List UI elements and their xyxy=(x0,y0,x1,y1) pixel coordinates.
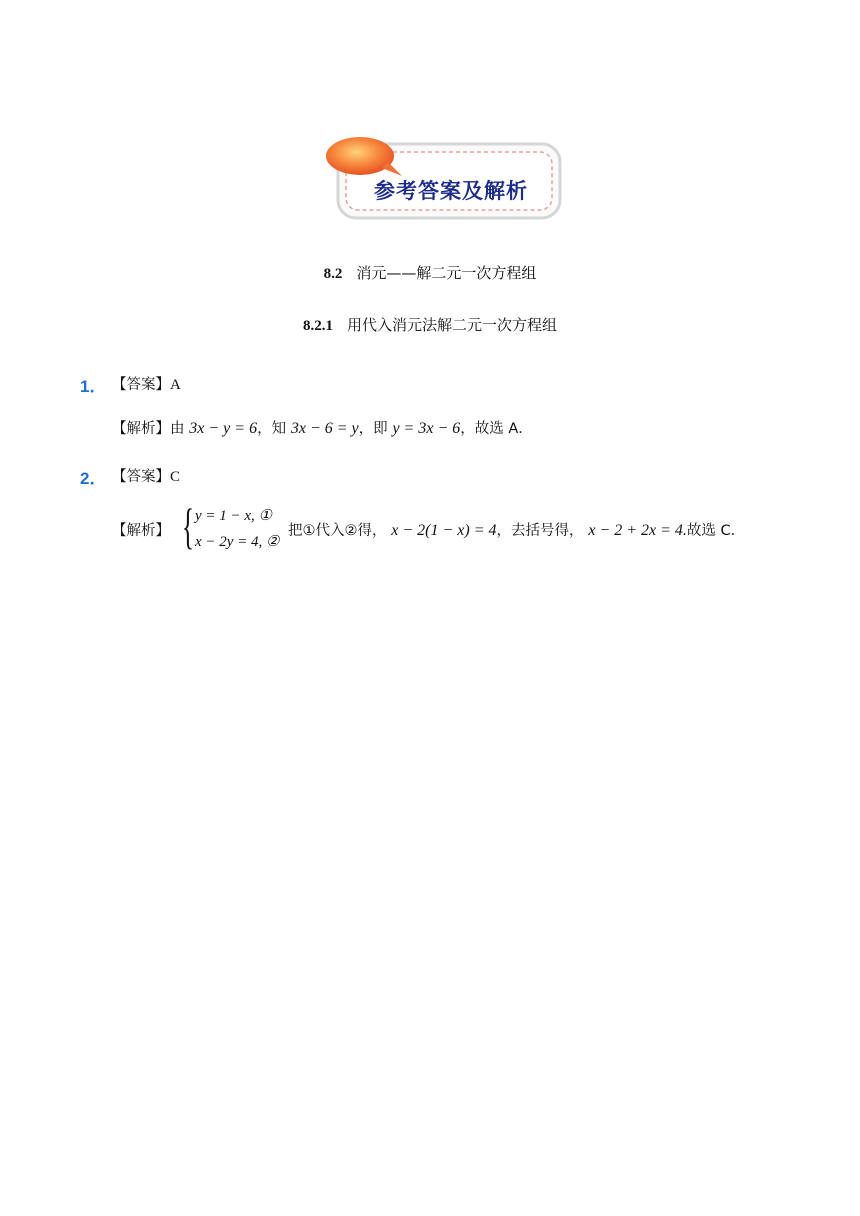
banner-title: 参考答案及解析 xyxy=(374,179,528,203)
analysis-text: 故选 C． xyxy=(686,523,746,539)
answer-value: A xyxy=(170,377,181,393)
answer-label: 【答案】 xyxy=(112,469,170,485)
math-expression: y = 3x − 6 xyxy=(392,420,461,437)
analysis-text: ，故选 A． xyxy=(460,421,533,437)
answer-label: 【答案】 xyxy=(112,377,170,393)
math-expression: x − 2 + 2x = 4. xyxy=(588,522,687,539)
analysis-label-line xyxy=(112,519,170,540)
subsection-title: 用代入消元法解二元一次方程组 xyxy=(346,316,557,334)
analysis-text: ，去括号得， xyxy=(496,523,584,539)
question-number: 2． xyxy=(80,469,107,488)
analysis-line xyxy=(288,519,745,540)
math-expression: 3x − y = 6 xyxy=(189,420,258,437)
equation-2: x − 2y = 4, ② xyxy=(195,534,280,550)
analysis-label: 【解析】 xyxy=(112,421,170,437)
analysis-text: ，即 xyxy=(358,421,388,437)
subsection-heading xyxy=(0,314,860,335)
answer-banner xyxy=(318,132,568,224)
math-expression: 3x − 6 = y xyxy=(290,420,359,437)
analysis-text: 由 xyxy=(170,421,185,437)
answer-line xyxy=(112,373,181,394)
analysis-text: ，知 xyxy=(257,421,287,437)
question-number: 1． xyxy=(80,377,107,396)
equation-system xyxy=(182,498,292,556)
equation-1: y = 1 − x, ① xyxy=(195,508,273,524)
subsection-number: 8.2.1 xyxy=(302,318,333,334)
answer-line xyxy=(112,465,180,486)
analysis-label: 【解析】 xyxy=(112,523,170,539)
math-expression: x − 2(1 − x) = 4 xyxy=(391,522,497,539)
analysis-line xyxy=(112,417,533,438)
answer-value: C xyxy=(170,469,181,485)
section-number: 8.2 xyxy=(323,266,343,282)
section-title: 消元——解二元一次方程组 xyxy=(356,264,537,282)
section-heading xyxy=(0,262,860,283)
analysis-text: 把①代入②得， xyxy=(288,523,387,539)
brace-symbol: { xyxy=(182,498,194,554)
